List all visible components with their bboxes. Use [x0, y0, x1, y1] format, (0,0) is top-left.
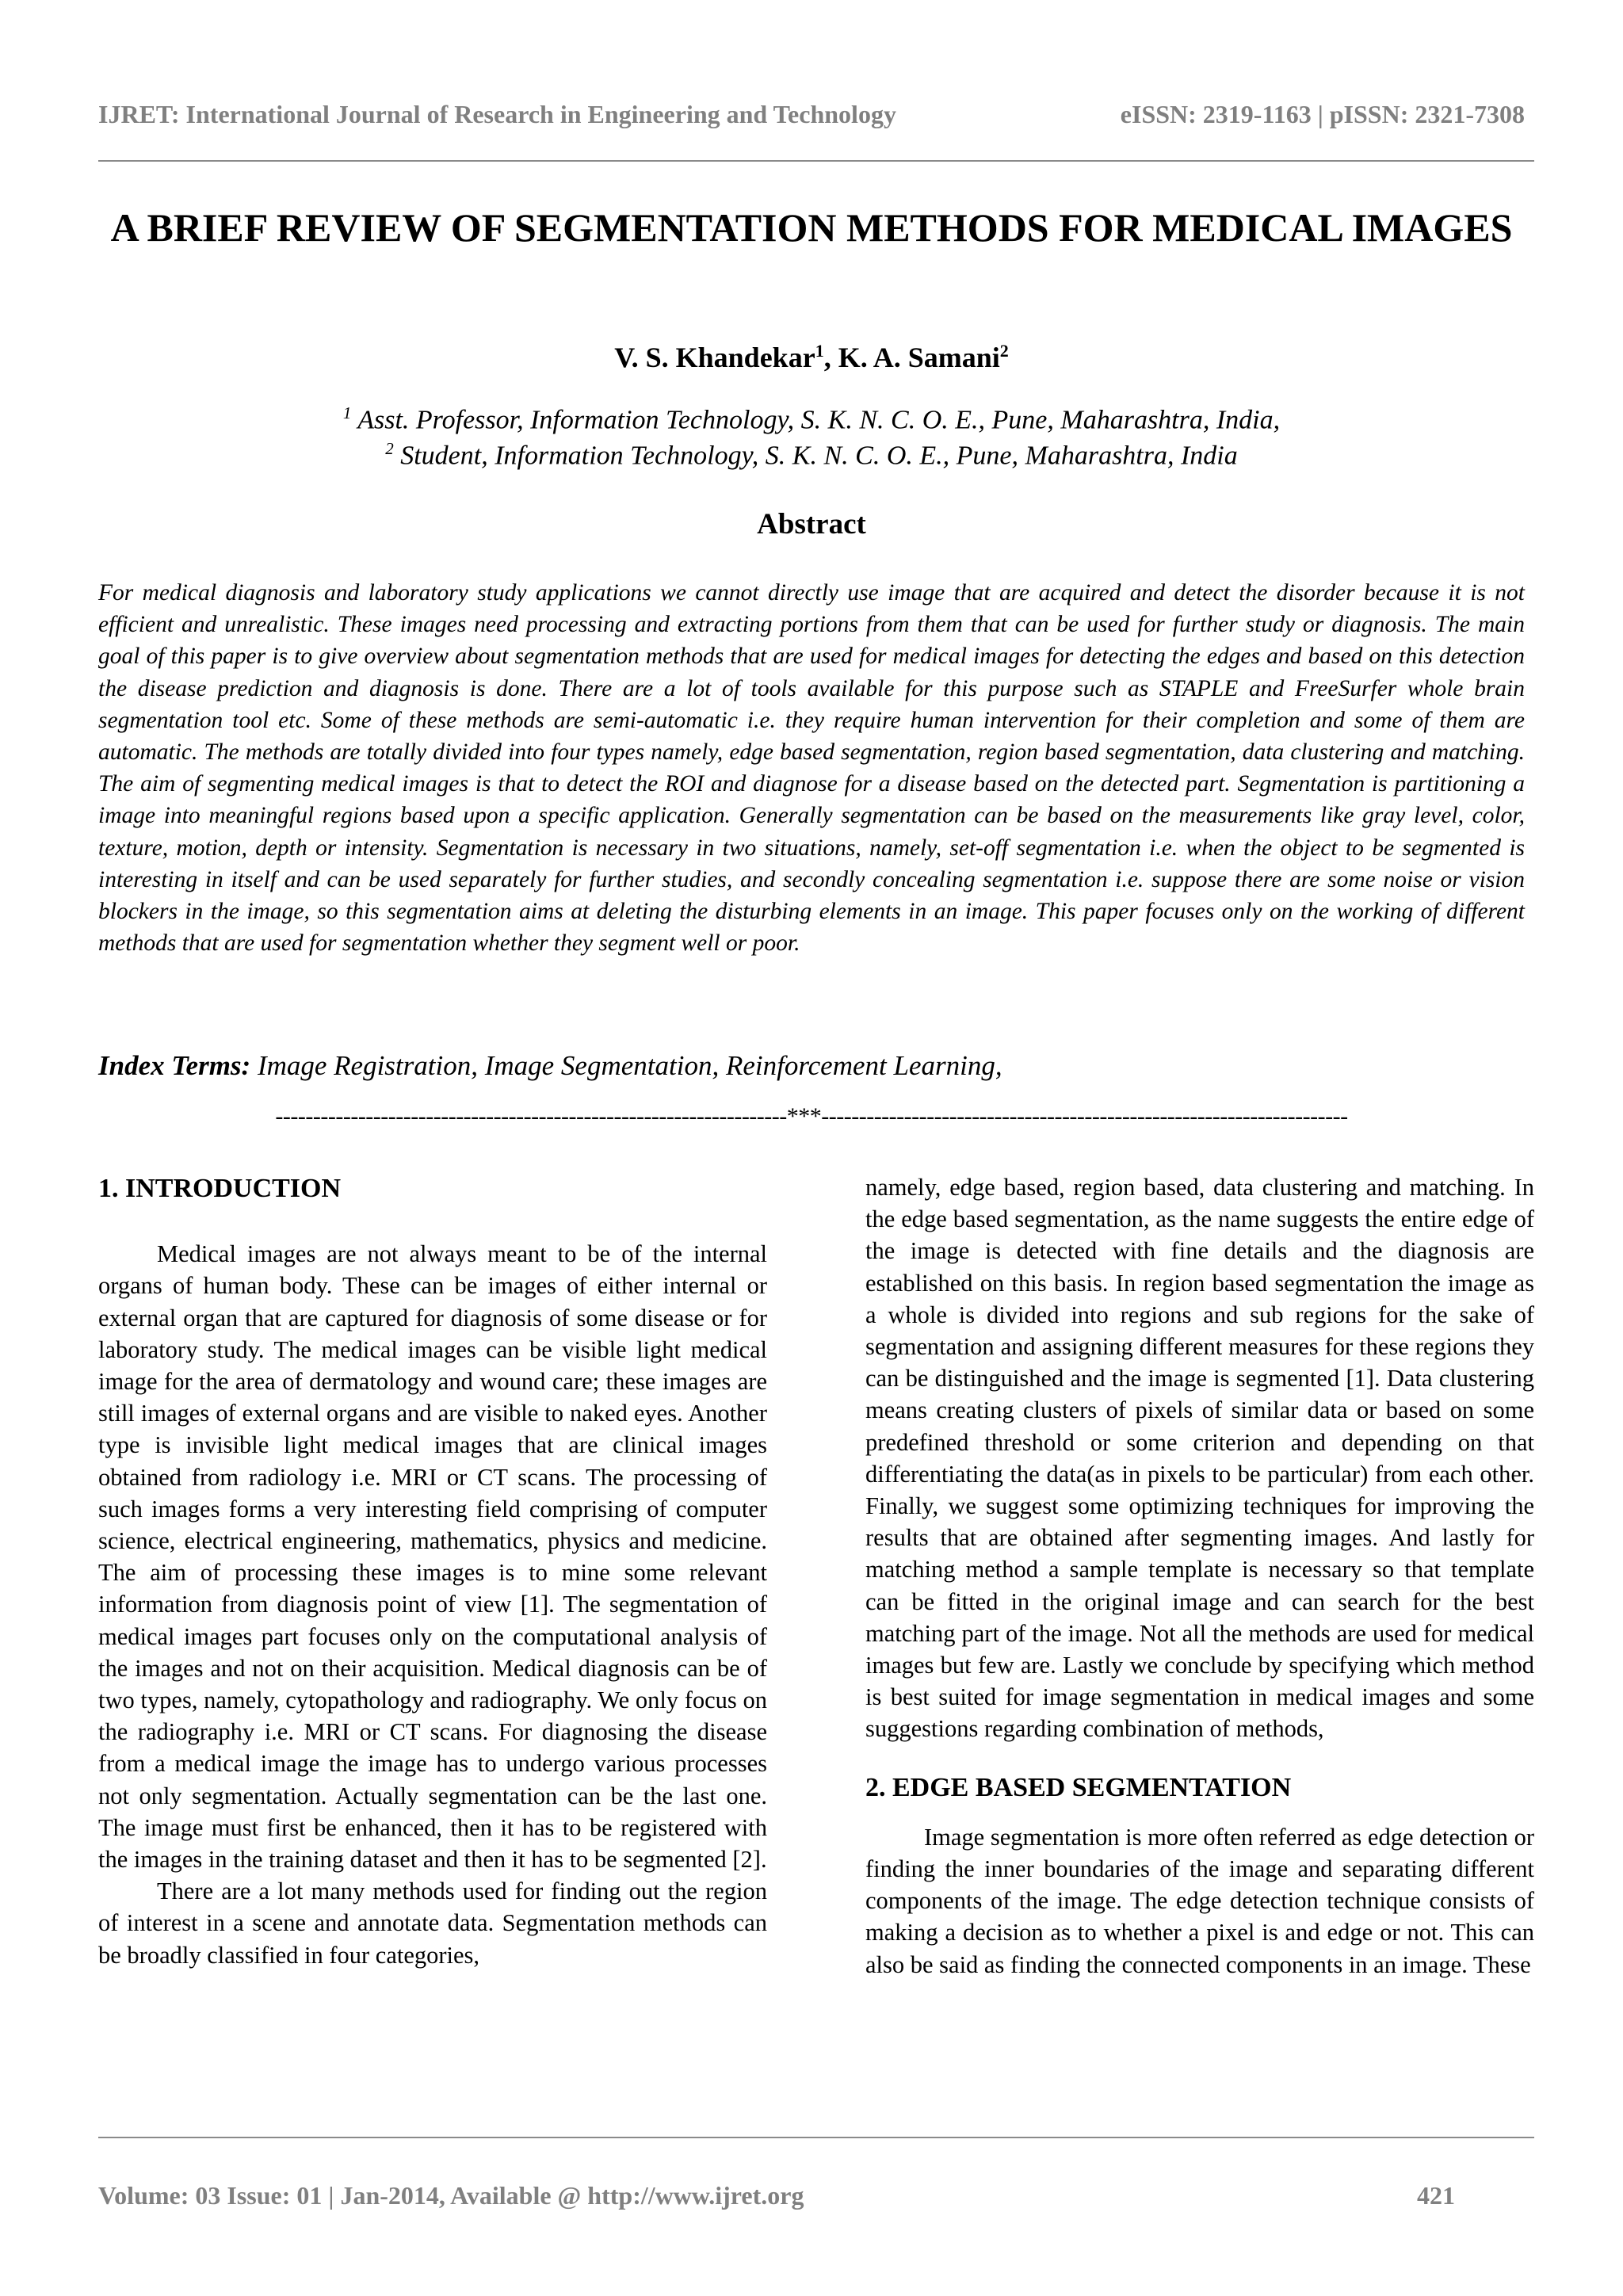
- index-terms-text: Image Registration, Image Segmentation, Reinforcement Learning,: [250, 1050, 1002, 1081]
- running-header: [98, 100, 1525, 129]
- right-column: [865, 1171, 1534, 1981]
- affiliation-1-sup: 1: [342, 403, 352, 422]
- issn: eISSN: 2319-1163 | pISSN: 2321-7308: [1120, 100, 1525, 128]
- author-line: [98, 341, 1525, 374]
- intro-heading: 1. INTRODUCTION: [98, 1174, 342, 1203]
- page-number: 421: [1417, 2181, 1455, 2210]
- affiliation-2: [98, 438, 1525, 474]
- index-terms-label: Index Terms:: [98, 1050, 251, 1081]
- abstract-body: For medical diagnosis and laboratory study applications we cannot directly use image that are acquired and detect the disorder because it is not efficient and unrealistic. These images need processing and extracting portions from them that can be used for further study or diagnosis. The main goal of this paper is to give overview about segmentation methods that are used for medical images for detecting the edges and based on this detection the disease prediction and diagnosis is done. There are a lot of tools available for this purpose such as STAPLE and FreeSurfer whole brain segmentation tool etc. Some of these methods are semi-automatic i.e. they require human intervention for their completion and some of them are automatic. The methods are totally divided into four types namely, edge based segmentation, region based segmentation, data clustering and matching. The aim of segmenting medical images is that to detect the ROI and diagnose for a disease based on the detected part. Segmentation is partitioning a image into meaningful regions based upon a specific application. Generally segmentation can be based on the measurements like gray level, color, texture, motion, depth or intensity. Segmentation is necessary in two situations, namely, set-off segmentation i.e. when the object to be segmented is interesting in itself and can be used separately for further studies, and secondly concealing segmentation i.e. suppose there are some noise or vision blockers in the image, so this segmentation aims at deleting the disturbing elements in an image. This paper focuses only on the working of different methods that are used for segmentation whether they segment well or poor.: [98, 580, 1525, 957]
- author-1: V. S. Khandekar: [614, 342, 815, 373]
- edge-paragraph-1: Image segmentation is more often referred as edge detection or finding the inner boundaries of the image and separating different components of the image. The edge detection technique consists of making a decision as to whether a pixel is and edge or not. This can also be said as finding the connected components in an image. These: [865, 1823, 1534, 1978]
- author-2: K. A. Samani: [838, 342, 1000, 373]
- journal-name: IJRET: International Journal of Research in Engineering and Technology: [98, 100, 896, 128]
- affiliations: [98, 403, 1525, 473]
- intro-paragraph-3: namely, edge based, region based, data clustering and matching. In the edge based segmentation, as the name suggests the entire edge of the image is detected with fine details and the diagnosis are established on this basis. In region based segmentation the image as a whole is divided into regions and sub regions for the sake of segmentation and assigning different measures for these regions they can be distinguished and the image is segmented [1]. Data clustering means creating clusters of pixels of similar data or based on some predefined threshold or some criterion and depending on that differentiating the data(as in pixels to be particular) from each other. Finally, we suggest some optimizing techniques for improving the results that are obtained after segmenting images. And lastly for matching method a sample template is necessary so that template can be fitted in the original image and can search for the best matching part of the image. Not all the methods are used for medical images but few are. Lastly we conclude by specifying which method is best suited for image segmentation in medical images and some suggestions regarding combination of methods,: [865, 1174, 1534, 1743]
- index-terms: [98, 1050, 1525, 1082]
- header-divider: [98, 160, 1534, 162]
- affiliation-2-sup: 2: [385, 438, 394, 458]
- affiliation-1: [98, 403, 1525, 438]
- running-footer: [98, 2181, 1455, 2210]
- footer-divider: [98, 2137, 1534, 2138]
- volume-info: Volume: 03 Issue: 01 | Jan-2014, Available @ http://www.ijret.org: [98, 2181, 804, 2210]
- left-column: [98, 1173, 767, 1971]
- section-separator: --------------------------------------------------------------------***----------------------------------------------------------------------: [275, 1103, 1348, 1129]
- edge-heading: 2. EDGE BASED SEGMENTATION: [865, 1772, 1292, 1802]
- intro-paragraph-2: There are a lot many methods used for finding out the region of interest in a scene and annotate data. Segmentation methods can be broadly classified in four categories,: [98, 1878, 767, 1969]
- affiliation-2-text: Student, Information Technology, S. K. N. C. O. E., Pune, Maharashtra, India: [393, 440, 1238, 470]
- abstract-heading: Abstract: [757, 508, 866, 541]
- author-2-sup: 2: [999, 341, 1009, 361]
- intro-paragraph-1: Medical images are not always meant to be of the internal organs of human body. These can be images of either internal or external organ that are captured for diagnosis of some disease or for laboratory study. The medical images can be visible light medical image for the area of dermatology and wound care; these images are still images of external organs and are visible to naked eyes. Another type is invisible light medical images that are clinical images obtained from radiology i.e. MRI or CT scans. The processing of such images forms a very interesting field comprising of computer science, electrical engineering, mathematics, physics and medicine. The aim of processing these images is to mine some relevant information from diagnosis point of view [1]. The segmentation of medical images part focuses only on the computational analysis of the images and not on their acquisition. Medical diagnosis can be of two types, namely, cytopathology and radiography. We only focus on the radiography i.e. MRI or CT scans. For diagnosing the disease from a medical image the image has to undergo various processes not only segmentation. Actually segmentation can be the last one. The image must first be enhanced, then it has to be registered with the images in the training dataset and then it has to be segmented [2].: [98, 1240, 767, 1874]
- author-separator: ,: [823, 342, 838, 373]
- author-1-sup: 1: [815, 341, 824, 361]
- affiliation-1-text: Asst. Professor, Information Technology, S. K. N. C. O. E., Pune, Maharashtra, India,: [351, 405, 1281, 435]
- paper-title: A BRIEF REVIEW OF SEGMENTATION METHODS FOR MEDICAL IMAGES: [110, 205, 1513, 250]
